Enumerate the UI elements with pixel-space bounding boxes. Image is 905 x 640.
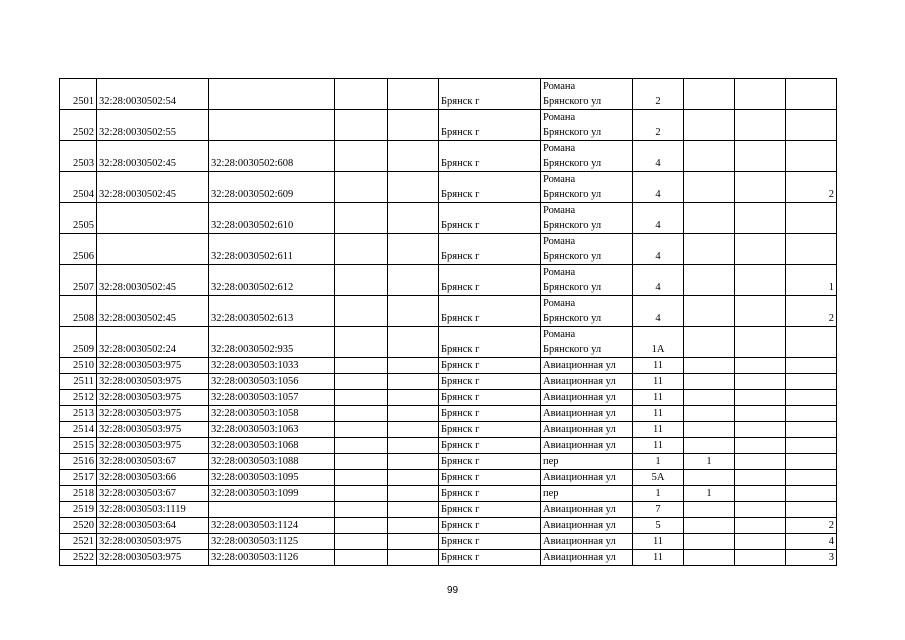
cell-col5 [388,422,439,438]
cell-col4 [335,406,388,422]
cell-house: 11 [633,438,684,454]
cell-col5 [388,518,439,534]
cell-col4 [335,422,388,438]
cell-building [684,358,735,374]
cell-city: Брянск г [439,518,541,534]
cell-row-number: 2513 [60,406,97,422]
cell-building: 1 [684,454,735,470]
cell-cadastral-number: 32:28:0030503:975 [97,358,209,374]
cell-apartment: 4 [786,534,837,550]
cell-cadastral-number-object: 32:28:0030503:1033 [209,358,335,374]
cell-col5 [388,470,439,486]
cell-col5 [388,172,439,203]
table-row [60,110,837,141]
cell-building [684,79,735,110]
cell-col4 [335,438,388,454]
cell-row-number: 2508 [60,296,97,327]
cell-cadastral-number: 32:28:0030503:1119 [97,502,209,518]
cell-col10 [735,550,786,566]
table-row [60,374,837,390]
table-row [60,234,837,265]
cell-house: 2 [633,110,684,141]
cell-cadastral-number: 32:28:0030503:975 [97,390,209,406]
street-line: Брянского ул [543,282,602,293]
cell-cadastral-number: 32:28:0030503:975 [97,406,209,422]
cell-col4 [335,486,388,502]
cell-row-number: 2502 [60,110,97,141]
cell-cadastral-number [97,203,209,234]
cell-apartment [786,502,837,518]
cell-col4 [335,296,388,327]
street-line: Брянского ул [543,158,602,169]
cell-col10 [735,203,786,234]
cell-apartment [786,438,837,454]
cell-street [541,79,633,110]
cell-street [541,438,633,454]
street-line: Романа [543,298,576,309]
cell-col5 [388,110,439,141]
cell-col4 [335,172,388,203]
cell-cadastral-number: 32:28:0030502:45 [97,265,209,296]
cell-col10 [735,296,786,327]
cell-cadastral-number-object: 32:28:0030502:612 [209,265,335,296]
cell-building [684,550,735,566]
cell-building [684,470,735,486]
street-line: Авиационная ул [543,408,616,419]
cell-house: 5 [633,518,684,534]
cell-street [541,422,633,438]
cell-col4 [335,518,388,534]
street-line: Брянского ул [543,127,602,138]
cell-street [541,502,633,518]
cell-house: 11 [633,390,684,406]
street-line: пер [543,488,559,499]
cell-cadastral-number: 32:28:0030502:45 [97,141,209,172]
cell-col5 [388,358,439,374]
cell-city: Брянск г [439,550,541,566]
street-line: Авиационная ул [543,536,616,547]
cell-city: Брянск г [439,296,541,327]
cell-col4 [335,454,388,470]
cell-cadastral-number: 32:28:0030503:975 [97,438,209,454]
cell-house: 4 [633,265,684,296]
cell-col4 [335,470,388,486]
table-row [60,141,837,172]
table-row [60,79,837,110]
cell-col10 [735,265,786,296]
cell-street [541,296,633,327]
cell-street [541,358,633,374]
cell-apartment: 2 [786,172,837,203]
cell-building [684,327,735,358]
street-line: Брянского ул [543,313,602,324]
cell-house: 5А [633,470,684,486]
cell-col5 [388,374,439,390]
cell-city: Брянск г [439,265,541,296]
cell-cadastral-number-object: 32:28:0030502:611 [209,234,335,265]
table-row [60,518,837,534]
cell-col5 [388,141,439,172]
cell-cadastral-number: 32:28:0030503:975 [97,534,209,550]
cell-col5 [388,327,439,358]
cell-row-number: 2517 [60,470,97,486]
street-line: пер [543,456,559,467]
cell-city: Брянск г [439,234,541,265]
cell-street [541,486,633,502]
cell-cadastral-number-object [209,502,335,518]
cell-col5 [388,203,439,234]
cell-col10 [735,110,786,141]
cell-street [541,518,633,534]
cell-building [684,265,735,296]
cell-city: Брянск г [439,470,541,486]
cell-apartment [786,406,837,422]
cell-city: Брянск г [439,203,541,234]
cell-cadastral-number-object: 32:28:0030503:1058 [209,406,335,422]
cell-apartment [786,327,837,358]
cell-cadastral-number: 32:28:0030502:24 [97,327,209,358]
cell-cadastral-number: 32:28:0030503:64 [97,518,209,534]
cell-building [684,422,735,438]
street-line: Романа [543,205,576,216]
cell-apartment [786,422,837,438]
cell-house: 4 [633,234,684,265]
cell-apartment: 1 [786,265,837,296]
street-line: Романа [543,267,576,278]
cell-apartment [786,79,837,110]
cell-building [684,438,735,454]
cell-city: Брянск г [439,390,541,406]
cell-house: 4 [633,141,684,172]
table-row [60,438,837,454]
cell-col5 [388,390,439,406]
cell-col5 [388,550,439,566]
street-line: Авиационная ул [543,504,616,515]
cell-col4 [335,534,388,550]
street-line: Брянского ул [543,344,602,355]
cell-building: 1 [684,486,735,502]
cell-cadastral-number-object: 32:28:0030502:609 [209,172,335,203]
street-line: Брянского ул [543,189,602,200]
cell-house: 1 [633,486,684,502]
table-row [60,265,837,296]
cell-house: 1 [633,454,684,470]
cell-cadastral-number-object: 32:28:0030503:1088 [209,454,335,470]
table-row [60,422,837,438]
table-row [60,327,837,358]
cell-row-number: 2511 [60,374,97,390]
page-number: 99 [446,585,459,596]
cell-col5 [388,502,439,518]
cell-col4 [335,141,388,172]
street-line: Авиационная ул [543,472,616,483]
cell-street [541,390,633,406]
cell-col10 [735,172,786,203]
cell-col4 [335,390,388,406]
cell-apartment [786,358,837,374]
cell-building [684,172,735,203]
cell-col10 [735,374,786,390]
cell-row-number: 2507 [60,265,97,296]
cell-col5 [388,454,439,470]
cell-building [684,502,735,518]
cell-street [541,110,633,141]
cell-col10 [735,438,786,454]
cell-row-number: 2515 [60,438,97,454]
table-row [60,550,837,566]
cell-house: 7 [633,502,684,518]
cell-street [541,265,633,296]
cell-cadastral-number-object: 32:28:0030502:613 [209,296,335,327]
cell-city: Брянск г [439,534,541,550]
table-row [60,172,837,203]
street-line: Авиационная ул [543,440,616,451]
table-row [60,502,837,518]
cell-col10 [735,502,786,518]
cell-cadastral-number-object: 32:28:0030502:935 [209,327,335,358]
cell-cadastral-number-object: 32:28:0030503:1124 [209,518,335,534]
table-row [60,470,837,486]
cell-house: 2 [633,79,684,110]
cell-col4 [335,374,388,390]
cell-cadastral-number-object: 32:28:0030503:1126 [209,550,335,566]
cell-row-number: 2518 [60,486,97,502]
cell-street [541,234,633,265]
cell-city: Брянск г [439,172,541,203]
street-line: Брянского ул [543,220,602,231]
cell-apartment [786,454,837,470]
street-line: Романа [543,174,576,185]
street-line: Романа [543,236,576,247]
street-line: Романа [543,81,576,92]
cell-col10 [735,327,786,358]
cell-cadastral-number-object [209,79,335,110]
cell-col10 [735,534,786,550]
street-line: Романа [543,143,576,154]
cell-col10 [735,454,786,470]
cell-street [541,470,633,486]
cell-col4 [335,79,388,110]
street-line: Брянского ул [543,96,602,107]
cell-cadastral-number: 32:28:0030503:975 [97,550,209,566]
cell-city: Брянск г [439,374,541,390]
cell-col5 [388,234,439,265]
cell-apartment: 2 [786,518,837,534]
cell-col4 [335,110,388,141]
cell-col4 [335,327,388,358]
cell-col10 [735,406,786,422]
cell-cadastral-number: 32:28:0030503:67 [97,454,209,470]
street-line: Авиационная ул [543,424,616,435]
table-row [60,390,837,406]
cell-apartment [786,374,837,390]
cell-city: Брянск г [439,110,541,141]
cell-col5 [388,406,439,422]
cell-apartment: 3 [786,550,837,566]
street-line: Авиационная ул [543,520,616,531]
cell-street [541,203,633,234]
cell-col4 [335,550,388,566]
cell-row-number: 2520 [60,518,97,534]
cell-cadastral-number-object: 32:28:0030503:1099 [209,486,335,502]
cell-building [684,374,735,390]
cell-cadastral-number: 32:28:0030502:45 [97,296,209,327]
table-row [60,406,837,422]
cell-row-number: 2521 [60,534,97,550]
cell-apartment [786,486,837,502]
cell-row-number: 2504 [60,172,97,203]
cell-apartment [786,110,837,141]
cell-city: Брянск г [439,79,541,110]
cell-building [684,203,735,234]
cell-cadastral-number-object: 32:28:0030503:1125 [209,534,335,550]
cell-street [541,550,633,566]
cell-street [541,374,633,390]
street-line: Авиационная ул [543,392,616,403]
cell-city: Брянск г [439,358,541,374]
cell-cadastral-number-object: 32:28:0030503:1056 [209,374,335,390]
cell-cadastral-number-object: 32:28:0030503:1063 [209,422,335,438]
cell-house: 11 [633,406,684,422]
cell-apartment [786,203,837,234]
cell-building [684,390,735,406]
cell-house: 4 [633,296,684,327]
cell-building [684,406,735,422]
cell-house: 11 [633,550,684,566]
cell-street [541,534,633,550]
cell-city: Брянск г [439,141,541,172]
cell-building [684,534,735,550]
cell-street [541,327,633,358]
cell-street [541,141,633,172]
street-line: Романа [543,329,576,340]
cell-cadastral-number-object: 32:28:0030502:610 [209,203,335,234]
cell-cadastral-number: 32:28:0030502:54 [97,79,209,110]
cell-apartment [786,470,837,486]
cell-apartment [786,141,837,172]
cell-row-number: 2509 [60,327,97,358]
cell-row-number: 2512 [60,390,97,406]
cell-row-number: 2505 [60,203,97,234]
cell-cadastral-number: 32:28:0030502:45 [97,172,209,203]
cell-city: Брянск г [439,422,541,438]
cell-col10 [735,422,786,438]
cell-building [684,234,735,265]
cell-apartment [786,390,837,406]
street-line: Авиационная ул [543,360,616,371]
cell-cadastral-number: 32:28:0030503:975 [97,422,209,438]
cell-cadastral-number: 32:28:0030503:67 [97,486,209,502]
cell-building [684,518,735,534]
street-line: Авиационная ул [543,376,616,387]
cell-cadastral-number-object: 32:28:0030503:1057 [209,390,335,406]
cell-row-number: 2514 [60,422,97,438]
table-row [60,486,837,502]
street-line: Романа [543,112,576,123]
street-line: Брянского ул [543,251,602,262]
cell-apartment: 2 [786,296,837,327]
cell-cadastral-number: 32:28:0030503:975 [97,374,209,390]
cell-cadastral-number-object: 32:28:0030503:1095 [209,470,335,486]
cell-cadastral-number: 32:28:0030503:66 [97,470,209,486]
table-row [60,296,837,327]
cell-col4 [335,502,388,518]
cell-col10 [735,486,786,502]
cell-city: Брянск г [439,327,541,358]
cell-building [684,141,735,172]
street-line: Авиационная ул [543,552,616,563]
cell-city: Брянск г [439,406,541,422]
cell-col10 [735,358,786,374]
cell-street [541,406,633,422]
cell-building [684,110,735,141]
cell-row-number: 2510 [60,358,97,374]
table-row [60,534,837,550]
cell-street [541,172,633,203]
cell-house: 4 [633,203,684,234]
table-body [60,79,837,566]
cell-house: 11 [633,374,684,390]
cell-col4 [335,265,388,296]
cell-house: 1А [633,327,684,358]
cell-row-number: 2516 [60,454,97,470]
registry-table [59,78,837,566]
cell-col5 [388,486,439,502]
cell-cadastral-number: 32:28:0030502:55 [97,110,209,141]
cell-col5 [388,79,439,110]
cell-row-number: 2506 [60,234,97,265]
cell-col5 [388,296,439,327]
cell-row-number: 2519 [60,502,97,518]
table-row [60,203,837,234]
cell-house: 11 [633,358,684,374]
cell-col10 [735,79,786,110]
cell-apartment [786,234,837,265]
cell-col5 [388,265,439,296]
cell-row-number: 2522 [60,550,97,566]
cell-col10 [735,390,786,406]
cell-city: Брянск г [439,486,541,502]
cell-col10 [735,141,786,172]
cell-house: 11 [633,534,684,550]
cell-cadastral-number-object: 32:28:0030503:1068 [209,438,335,454]
cell-col10 [735,234,786,265]
cell-col10 [735,518,786,534]
cell-col4 [335,358,388,374]
cell-col10 [735,470,786,486]
cell-cadastral-number [97,234,209,265]
cell-city: Брянск г [439,454,541,470]
cell-col4 [335,203,388,234]
cell-col5 [388,438,439,454]
cell-cadastral-number-object: 32:28:0030502:608 [209,141,335,172]
cell-street [541,454,633,470]
table-row [60,454,837,470]
cell-row-number: 2503 [60,141,97,172]
cell-city: Брянск г [439,438,541,454]
table-row [60,358,837,374]
cell-house: 4 [633,172,684,203]
cell-row-number: 2501 [60,79,97,110]
cell-building [684,296,735,327]
cell-cadastral-number-object [209,110,335,141]
cell-city: Брянск г [439,502,541,518]
cell-col4 [335,234,388,265]
cell-house: 11 [633,422,684,438]
cell-col5 [388,534,439,550]
